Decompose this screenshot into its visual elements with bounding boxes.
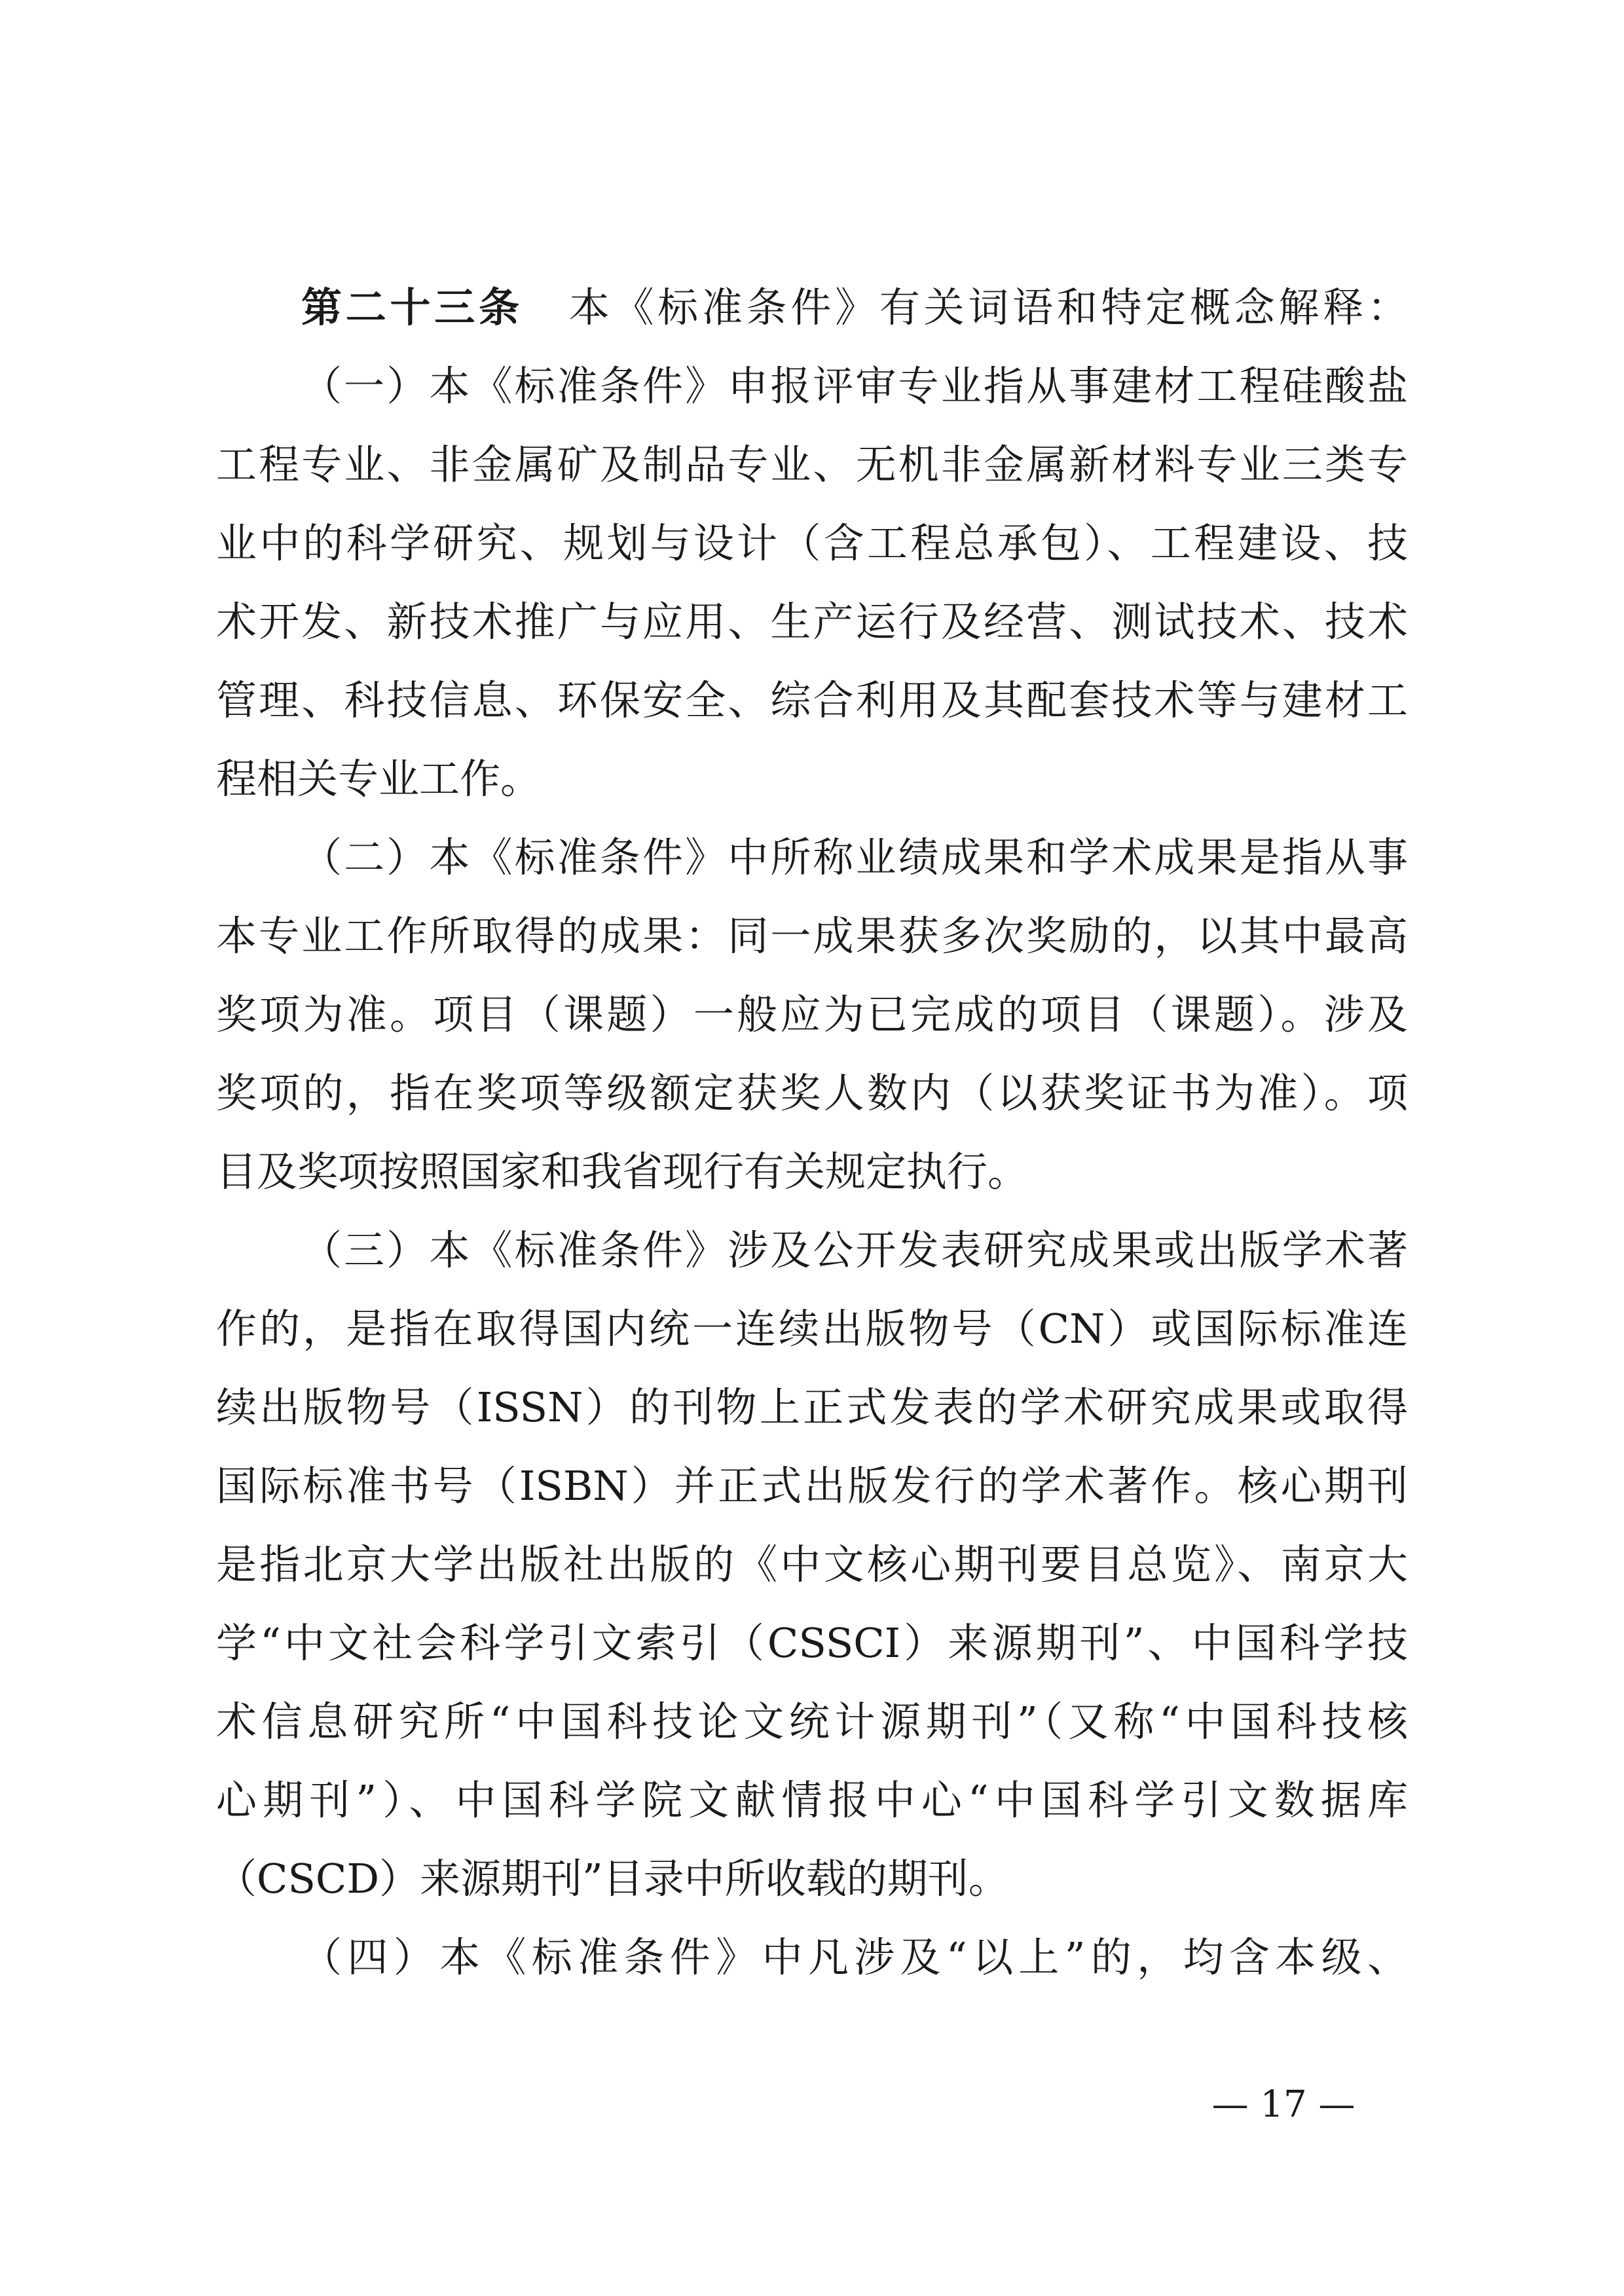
paragraph-1-line-5: 管理、科技信息、环保安全、综合利用及其配套技术等与建材工 (216, 676, 1408, 724)
paragraph-3-line-4: 国际标准书号（ISBN）并正式出版发行的学术著作。核心期刊 (216, 1462, 1408, 1510)
paragraph-1-line-4: 术开发、新技术推广与应用、生产运行及经营、测试技术、技术 (216, 598, 1408, 646)
paragraph-1-line-6: 程相关专业工作。 (216, 755, 542, 803)
paragraph-3-line-9: （CSCD）来源期刊”目录中所收载的期刊。 (216, 1855, 1009, 1903)
paragraph-3-line-2: 作的，是指在取得国内统一连续出版物号（CN）或国际标准连 (216, 1305, 1408, 1353)
paragraph-3-line-5: 是指北京大学出版社出版的《中文核心期刊要目总览》、南京大 (216, 1540, 1408, 1588)
paragraph-1-line-1: （一）本《标准条件》申报评审专业指从事建材工程硅酸盐 (301, 362, 1408, 410)
paragraph-2-line-3: 奖项为准。项目（课题）一般应为已完成的项目（课题）。涉及 (216, 991, 1408, 1038)
paragraph-2-line-5: 目及奖项按照国家和我省现行有关规定执行。 (216, 1148, 1029, 1195)
page-number: — 17 — (1211, 2083, 1356, 2126)
article-number: 第二十三条 (301, 283, 523, 331)
article-intro: 本《标准条件》有关词语和特定概念解释： (568, 283, 1408, 331)
paragraph-2-line-2: 本专业工作所取得的成果：同一成果获多次奖励的，以其中最高 (216, 912, 1408, 960)
article-heading-line (301, 275, 1408, 340)
paragraph-1-line-3: 业中的科学研究、规划与设计（含工程总承包）、工程建设、技 (216, 519, 1408, 567)
paragraph-1-line-2: 工程专业、非金属矿及制品专业、无机非金属新材料专业三类专 (216, 441, 1408, 488)
paragraph-3-line-3: 续出版物号（ISSN）的刊物上正式发表的学术研究成果或取得 (216, 1383, 1408, 1431)
paragraph-3-line-1: （三）本《标准条件》涉及公开发表研究成果或出版学术著 (301, 1226, 1408, 1274)
paragraph-2-line-1: （二）本《标准条件》中所称业绩成果和学术成果是指从事 (301, 833, 1408, 881)
paragraph-4-line-1: （四）本《标准条件》中凡涉及“以上”的，均含本级、 (301, 1933, 1408, 1981)
paragraph-3-line-6: 学“中文社会科学引文索引（CSSCI）来源期刊”、中国科学技 (216, 1619, 1408, 1667)
paragraph-2-line-4: 奖项的，指在奖项等级额定获奖人数内（以获奖证书为准）。项 (216, 1069, 1408, 1117)
paragraph-3-line-7: 术信息研究所“中国科技论文统计源期刊”（又称“中国科技核 (216, 1698, 1408, 1745)
paragraph-3-line-8: 心期刊”）、中国科学院文献情报中心“中国科学引文数据库 (216, 1776, 1408, 1824)
